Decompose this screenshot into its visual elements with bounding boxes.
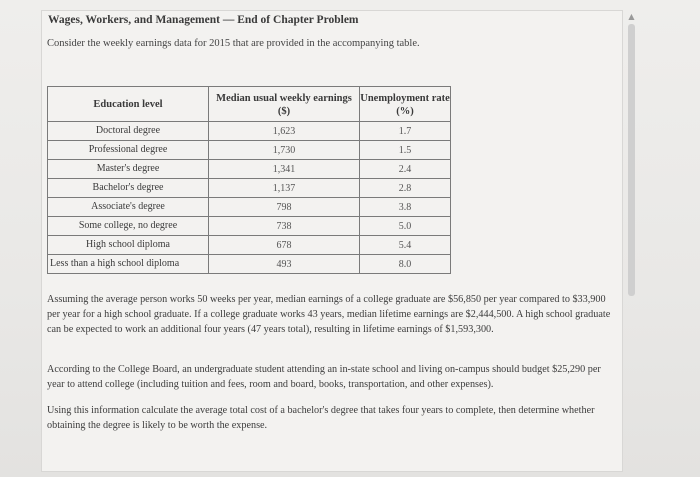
header-unemployment-line1: Unemployment rate — [360, 93, 450, 104]
unemployment-cell: 1.5 — [360, 141, 451, 160]
unemployment-cell: 3.8 — [360, 198, 451, 217]
header-earnings-line2: ($) — [277, 106, 291, 117]
unemployment-cell: 8.0 — [360, 255, 451, 274]
earnings-cell: 493 — [209, 255, 360, 274]
paragraph-college-board: According to the College Board, an undergraduate student attending an in-state school and living on-campus should budget $25,290 per year to attend college (including tuition and fees, room and board, books, transportation, and other expenses). — [47, 364, 601, 390]
header-earnings-line1: Median usual weekly earnings — [216, 93, 352, 104]
paragraph-earnings: Assuming the average person works 50 weeks per year, median earnings of a college graduate are $56,850 per year compared to $33,900 per year for a high school graduate. If a college graduate works 43 years, median lifetime earnings are $2,444,500. A high school graduate can be expected to work an additional four years (47 years total), resulting in lifetime earnings of $1,593,300. — [47, 294, 611, 335]
table-row — [48, 217, 451, 236]
education-cell: Less than a high school diploma — [48, 255, 209, 274]
education-cell: Doctoral degree — [48, 122, 209, 141]
table-row — [48, 198, 451, 217]
earnings-table — [47, 86, 451, 274]
header-unemployment — [360, 87, 451, 122]
table-row — [48, 160, 451, 179]
earnings-cell: 678 — [209, 236, 360, 255]
header-unemployment-line2: (%) — [396, 106, 414, 117]
problem-title: Wages, Workers, and Management — End of Chapter Problem — [48, 14, 359, 26]
education-cell: Some college, no degree — [48, 217, 209, 236]
unemployment-cell: 5.0 — [360, 217, 451, 236]
header-earnings — [209, 87, 360, 122]
earnings-cell: 1,137 — [209, 179, 360, 198]
earnings-cell: 1,730 — [209, 141, 360, 160]
scrollbar-thumb[interactable] — [628, 24, 635, 296]
education-cell: Associate's degree — [48, 198, 209, 217]
table-row — [48, 236, 451, 255]
education-cell: Bachelor's degree — [48, 179, 209, 198]
earnings-cell: 1,623 — [209, 122, 360, 141]
problem-intro: Consider the weekly earnings data for 2015 that are provided in the accompanying table. — [47, 38, 420, 49]
education-cell: Professional degree — [48, 141, 209, 160]
unemployment-cell: 5.4 — [360, 236, 451, 255]
table-row — [48, 141, 451, 160]
table-row — [48, 179, 451, 198]
scroll-up-icon[interactable]: ▲ — [628, 12, 635, 21]
earnings-cell: 1,341 — [209, 160, 360, 179]
education-cell: High school diploma — [48, 236, 209, 255]
header-education: Education level — [48, 87, 209, 122]
paragraph-question: Using this information calculate the average total cost of a bachelor's degree that takes four years to complete, then determine whether obtaining the degree is likely to be worth the expense. — [47, 405, 595, 431]
unemployment-cell: 2.8 — [360, 179, 451, 198]
unemployment-cell: 2.4 — [360, 160, 451, 179]
earnings-cell: 798 — [209, 198, 360, 217]
unemployment-cell: 1.7 — [360, 122, 451, 141]
table-header-row — [48, 87, 451, 122]
table-row — [48, 122, 451, 141]
education-cell: Master's degree — [48, 160, 209, 179]
table-row — [48, 255, 451, 274]
earnings-cell: 738 — [209, 217, 360, 236]
